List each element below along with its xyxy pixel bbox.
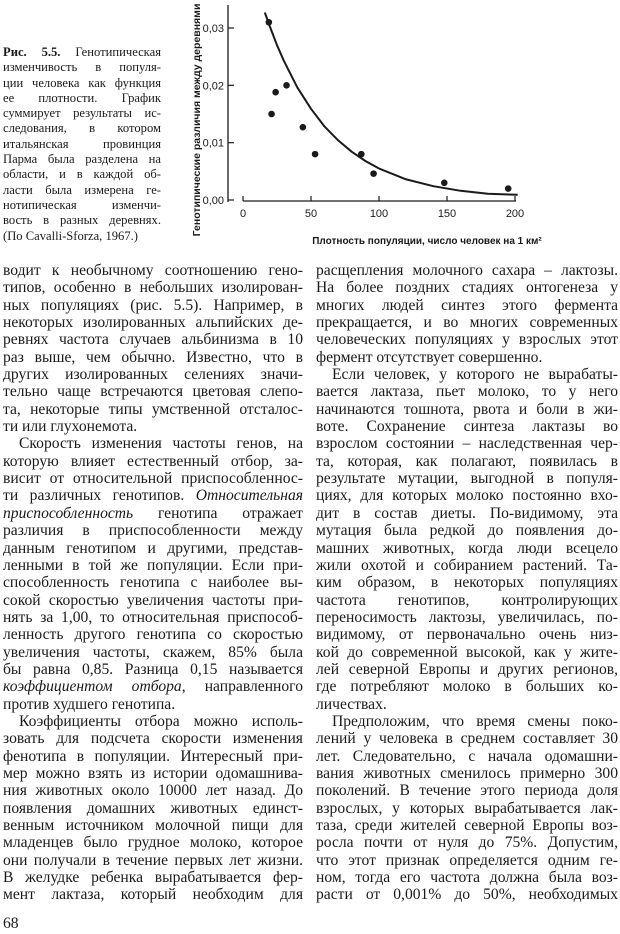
x-tick-label: 150 <box>437 208 457 220</box>
text-line: личествах. <box>316 695 387 713</box>
text-line: Если человек, у которого не вырабаты- <box>332 366 618 384</box>
emphasized-term: приспособленность <box>3 504 134 522</box>
text-line: переносимость лактозы, увеличилась, по- <box>316 608 618 626</box>
caption-text: Генотипическая <box>60 45 161 59</box>
text-line: водит к необычному соотношению гено- <box>3 262 303 279</box>
data-point <box>272 89 279 96</box>
y-tick-label: 0,03 <box>202 23 224 35</box>
text-line: младенцев было грудное молоко, которое <box>3 834 303 852</box>
caption-text: (По Cavalli-Sforza, 1967.) <box>3 228 138 243</box>
text-span: генотипа отражает <box>133 504 303 522</box>
text-line: На более поздних стадиях онтогенеза у <box>316 279 618 297</box>
caption-text: вость в разных деревнях. <box>3 213 161 228</box>
text-line: других изолированных селениях значи- <box>3 366 303 384</box>
text-line: данным генотипом и другими, представ- <box>3 539 303 557</box>
text-column-right <box>316 262 618 904</box>
text-line: ленными в той же популяции. Если при- <box>3 556 303 574</box>
text-line <box>3 678 303 695</box>
text-line: кой до современной высокой, как у жите- <box>316 643 618 661</box>
text-line: Коэффициенты отбора можно исполь- <box>19 712 303 730</box>
text-line: мер можно взять из истории одомашнива- <box>3 764 303 782</box>
text-line: прекращается, и во многих современных <box>316 314 618 332</box>
caption-text: Парма была разделена на <box>3 152 161 167</box>
text-line: лей северной Европы и других регионов, <box>316 660 618 678</box>
fit-curve <box>265 13 518 195</box>
text-span: ти различных генотипов. <box>3 487 196 505</box>
text-line: дит в состав диеты. По-видимому, эта <box>316 504 618 522</box>
text-line: человеческих популяциях у взрослых этот <box>316 331 618 349</box>
text-line: где потребляют молоко в больших ко- <box>316 678 618 696</box>
text-line: ревнях частота случаев альбинизма в 10 <box>3 331 303 349</box>
x-tick-label: 200 <box>505 208 525 220</box>
text-line: тельно чаще встречаются цветовая слепо- <box>3 383 303 401</box>
text-line: ном, тогда его частота должна была воз- <box>316 869 618 887</box>
text-line: частота генотипов, контролирующих <box>316 591 618 609</box>
text-line: вания животных сменилось примерно 300 <box>316 764 618 782</box>
text-line <box>3 487 303 504</box>
text-line: поколений. В течение этого периода доля <box>316 782 618 800</box>
text-line: зовать для подсчета скорости изменения <box>3 730 303 748</box>
x-tick-label: 50 <box>304 208 318 220</box>
text-line: лет. Следовательно, с начала одомашни- <box>316 747 618 765</box>
caption-text: ее плотности. График <box>3 90 161 105</box>
text-line: Скорость изменения частоты генов, на <box>19 435 303 453</box>
text-line: вается лактаза, пьет молоко, то у него <box>316 383 618 401</box>
text-line: многих людей синтез этого фермента <box>316 296 618 314</box>
caption-text: нотипическая изменчи- <box>3 197 161 212</box>
text-line: В желудке ребенка вырабатывается фер- <box>3 869 303 887</box>
text-line: результате мутации, выгодной в популя- <box>316 470 618 488</box>
caption-text: ласти была измерена ге- <box>3 182 161 197</box>
text-line: ния животных около 10000 лет назад. До <box>3 782 303 800</box>
text-line: ким образом, в некоторых популяциях <box>316 574 618 592</box>
text-line: ленность другого генотипа со скоростью <box>3 626 303 644</box>
caption-text: суммирует результаты ис- <box>3 106 161 121</box>
x-tick-label: 0 <box>239 208 247 220</box>
text-line: видимому, от первоначально очень низ- <box>316 626 618 644</box>
text-line: увеличения частоты, скажем, 85% была <box>3 643 303 661</box>
data-point <box>505 185 512 192</box>
text-line: мутация была редкой до появления до- <box>316 522 618 540</box>
data-point <box>358 151 365 158</box>
x-tick-label: 100 <box>369 208 389 220</box>
text-line: взрослом состоянии – наследственная чер- <box>316 435 618 453</box>
text-line: появления домашних животных единст- <box>3 799 303 817</box>
y-tick-label: 0,02 <box>202 80 224 93</box>
text-line: раз выше, чем обычно. Известно, что в <box>3 348 303 366</box>
text-span: , направленного <box>181 678 303 696</box>
text-line: та, некоторые типы умственной отсталос- <box>3 400 303 418</box>
text-line: различия в приспособленности между <box>3 522 303 540</box>
text-line: некоторых изолированных альпийских де- <box>3 314 303 332</box>
text-line: которую влияет естественный отбор, за- <box>3 452 303 470</box>
text-line: что этот признак определяется одним ге- <box>316 851 618 869</box>
data-point <box>268 111 275 118</box>
text-line: нять за 1,00, то относительная приспособ- <box>3 608 303 626</box>
text-line: жили охотой и собиранием растений. Та- <box>316 556 618 574</box>
figure-chart <box>0 0 620 260</box>
y-axis-label: Генотипические различия между деревнями <box>191 3 203 237</box>
text-line: воте. Сохранение синтеза лактазы во <box>316 418 618 436</box>
text-line: сокой скоростью увеличения частоты при- <box>3 591 303 609</box>
caption-text: изменчивость в популя- <box>3 60 161 75</box>
text-line: венным источником молочной пищи для <box>3 817 303 834</box>
text-line: мент лактаза, который необходим для <box>3 886 303 904</box>
caption-text: ции человека как функция <box>3 75 161 90</box>
text-line: начинаются тошнота, рвота и боли в жи- <box>316 400 618 418</box>
y-tick-label: 0,01 <box>202 137 224 150</box>
text-line: расти от 0,001% до 50%, необходимых <box>316 886 618 904</box>
text-line <box>3 505 303 522</box>
data-point <box>312 151 319 158</box>
data-point <box>266 19 273 26</box>
text-line: ных популяциях (рис. 5.5). Например, в <box>3 296 303 314</box>
caption-text: следования, в котором <box>3 121 161 136</box>
text-line: расщепления молочного сахара – лактозы. <box>316 262 618 279</box>
y-tick-label: 0,00 <box>202 195 224 207</box>
text-line: они получали в течение первых лет жизни. <box>3 851 303 869</box>
caption-text: итальянская провинция <box>3 136 161 151</box>
text-line: бы равна 0,85. Разница 0,15 называется <box>3 660 303 678</box>
figure-label: Рис. 5.5. <box>3 45 61 59</box>
data-point <box>441 180 448 187</box>
caption-text: области, и в каждой об- <box>3 167 161 182</box>
emphasized-term: коэффициентом отбора <box>3 678 182 696</box>
text-line: висит от относительной приспособленнос- <box>3 470 303 488</box>
page-number: 68 <box>3 915 19 932</box>
text-line: лений у человека в среднем составляет 30 <box>316 730 618 748</box>
text-line: машних животных, когда люди всецело <box>316 539 618 557</box>
data-point <box>370 170 377 177</box>
emphasized-term: Относительная <box>195 487 303 505</box>
text-line: против худшего генотипа. <box>3 695 176 713</box>
text-line: циях, для которых молоко постоянно вхо- <box>316 487 618 505</box>
x-axis-label: Плотность популяции, число человек на 1 км² <box>312 236 542 247</box>
text-line: Предположим, что время смены поко- <box>332 712 618 730</box>
text-line: способленность генотипа с наиболее вы- <box>3 574 303 592</box>
data-point <box>300 124 307 131</box>
text-line: таза, среди жителей северной Европы воз- <box>316 817 618 834</box>
text-column-left <box>3 262 303 904</box>
text-line: фермент отсутствует совершенно. <box>316 348 543 366</box>
text-line: ти или глухонемота. <box>3 418 138 436</box>
text-line: фенотипа в популяции. Интересный при- <box>3 747 303 765</box>
text-line: та, которая, как полагают, появилась в <box>316 452 618 470</box>
text-line: взрослых, у которых вырабатывается лак- <box>316 799 618 817</box>
text-line: росла почти от нуля до 75%. Допустим, <box>316 834 618 852</box>
data-point <box>283 82 290 89</box>
text-line: типов, особенно в небольших изолирован- <box>3 279 303 297</box>
